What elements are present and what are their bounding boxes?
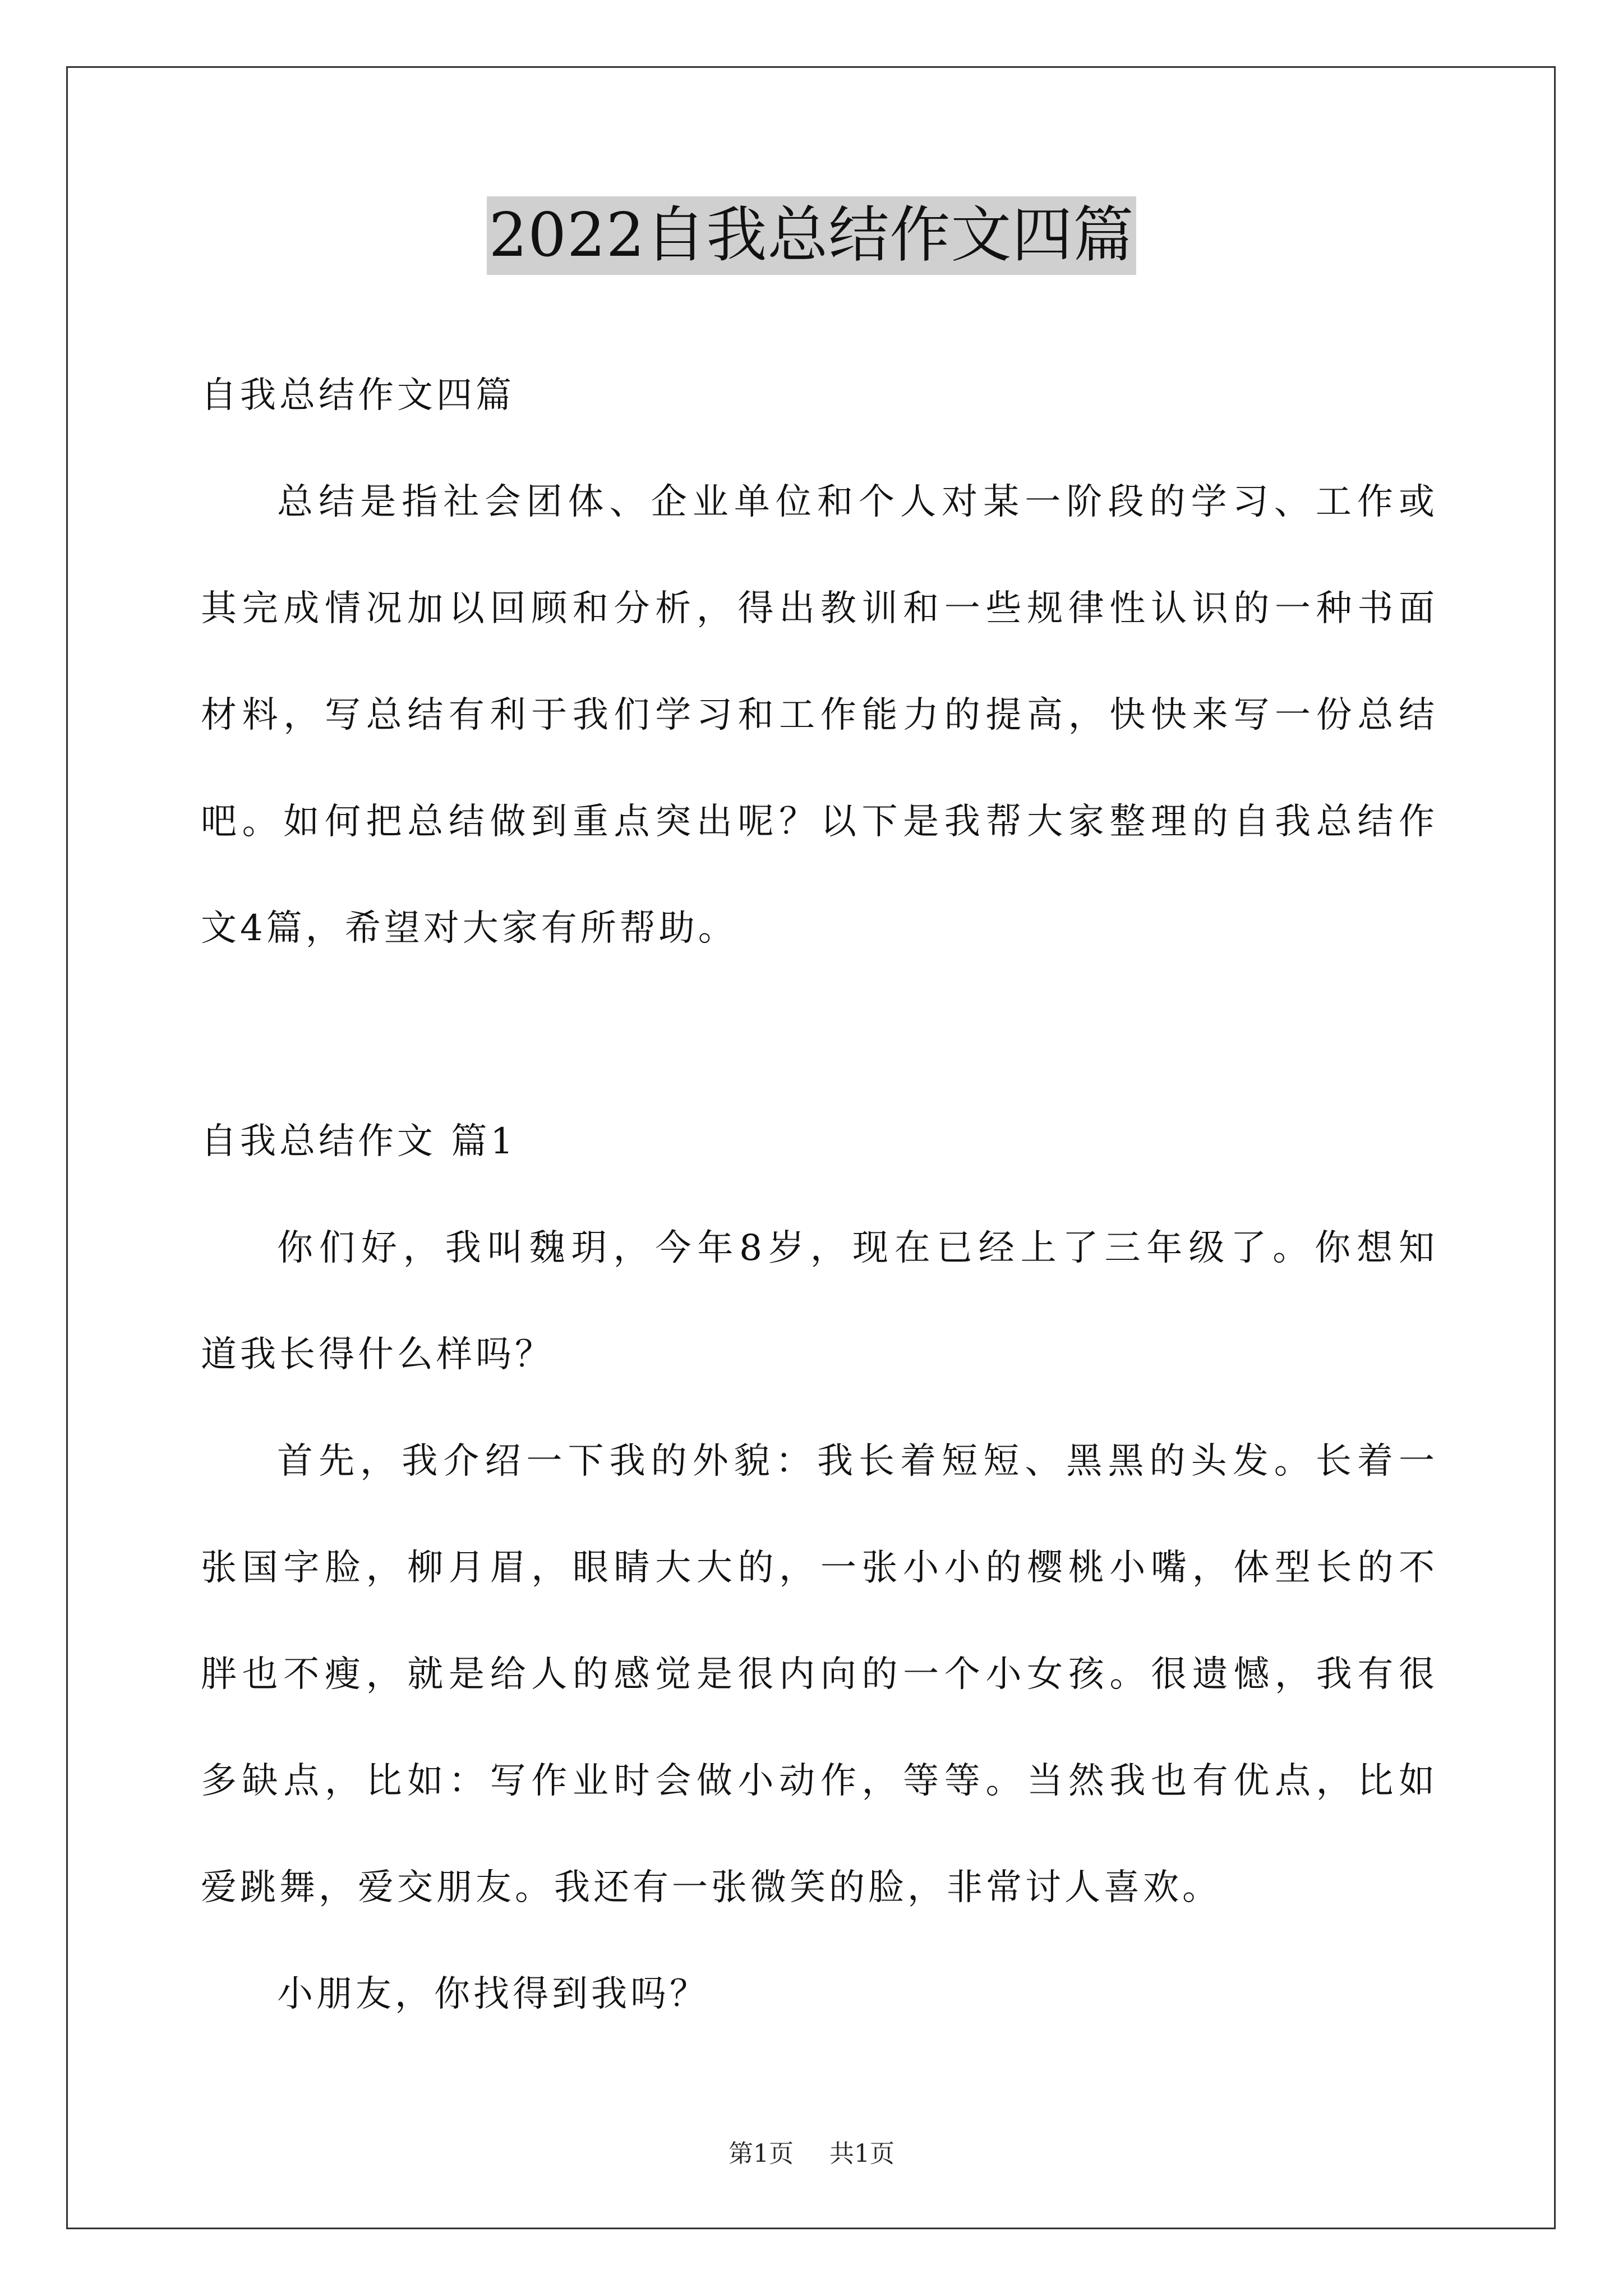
section-heading: 自我总结作文 篇1 [201, 1121, 517, 1162]
paragraph-line: 张国字脸，柳月眉，眼睛大大的，一张小小的樱桃小嘴，体型长的不 [201, 1547, 1435, 1589]
document-title: 2022自我总结作文四篇 [487, 196, 1137, 275]
paragraph-line: 文4篇，希望对大家有所帮助。 [201, 908, 737, 949]
page-total: 共1页 [829, 2139, 895, 2168]
paragraph-line: 其完成情况加以回顾和分析，得出教训和一些规律性认识的一种书面 [201, 588, 1435, 629]
paragraph-line: 小朋友，你找得到我吗？ [277, 1973, 709, 2015]
paragraph-line: 材料，写总结有利于我们学习和工作能力的提高，快快来写一份总结 [201, 694, 1435, 736]
paragraph-line: 道我长得什么样吗？ [201, 1334, 554, 1375]
paragraph-line: 胖也不瘦，就是给人的感觉是很内向的一个小女孩。很遗憾，我有很 [201, 1654, 1435, 1695]
document-body [201, 342, 1435, 2047]
page-footer [0, 2137, 1623, 2171]
paragraph-line: 总结是指社会团体、企业单位和个人对某一阶段的学习、工作或 [277, 481, 1435, 523]
page-number: 第1页 [728, 2139, 794, 2168]
spacer [201, 982, 1435, 1088]
paragraph-line: 首先，我介绍一下我的外貌：我长着短短、黑黑的头发。长着一 [277, 1441, 1435, 1482]
paragraph-line: 爱跳舞，爱交朋友。我还有一张微笑的脸，非常讨人喜欢。 [201, 1867, 1221, 1908]
title-container [0, 196, 1623, 275]
paragraph-line: 你们好，我叫魏玥，今年8岁，现在已经上了三年级了。你想知 [277, 1227, 1435, 1269]
paragraph-line: 吧。如何把总结做到重点突出呢？以下是我帮大家整理的自我总结作 [201, 801, 1435, 843]
paragraph-line: 多缺点，比如：写作业时会做小动作，等等。当然我也有优点，比如 [201, 1760, 1435, 1802]
subtitle-line: 自我总结作文四篇 [201, 375, 515, 416]
